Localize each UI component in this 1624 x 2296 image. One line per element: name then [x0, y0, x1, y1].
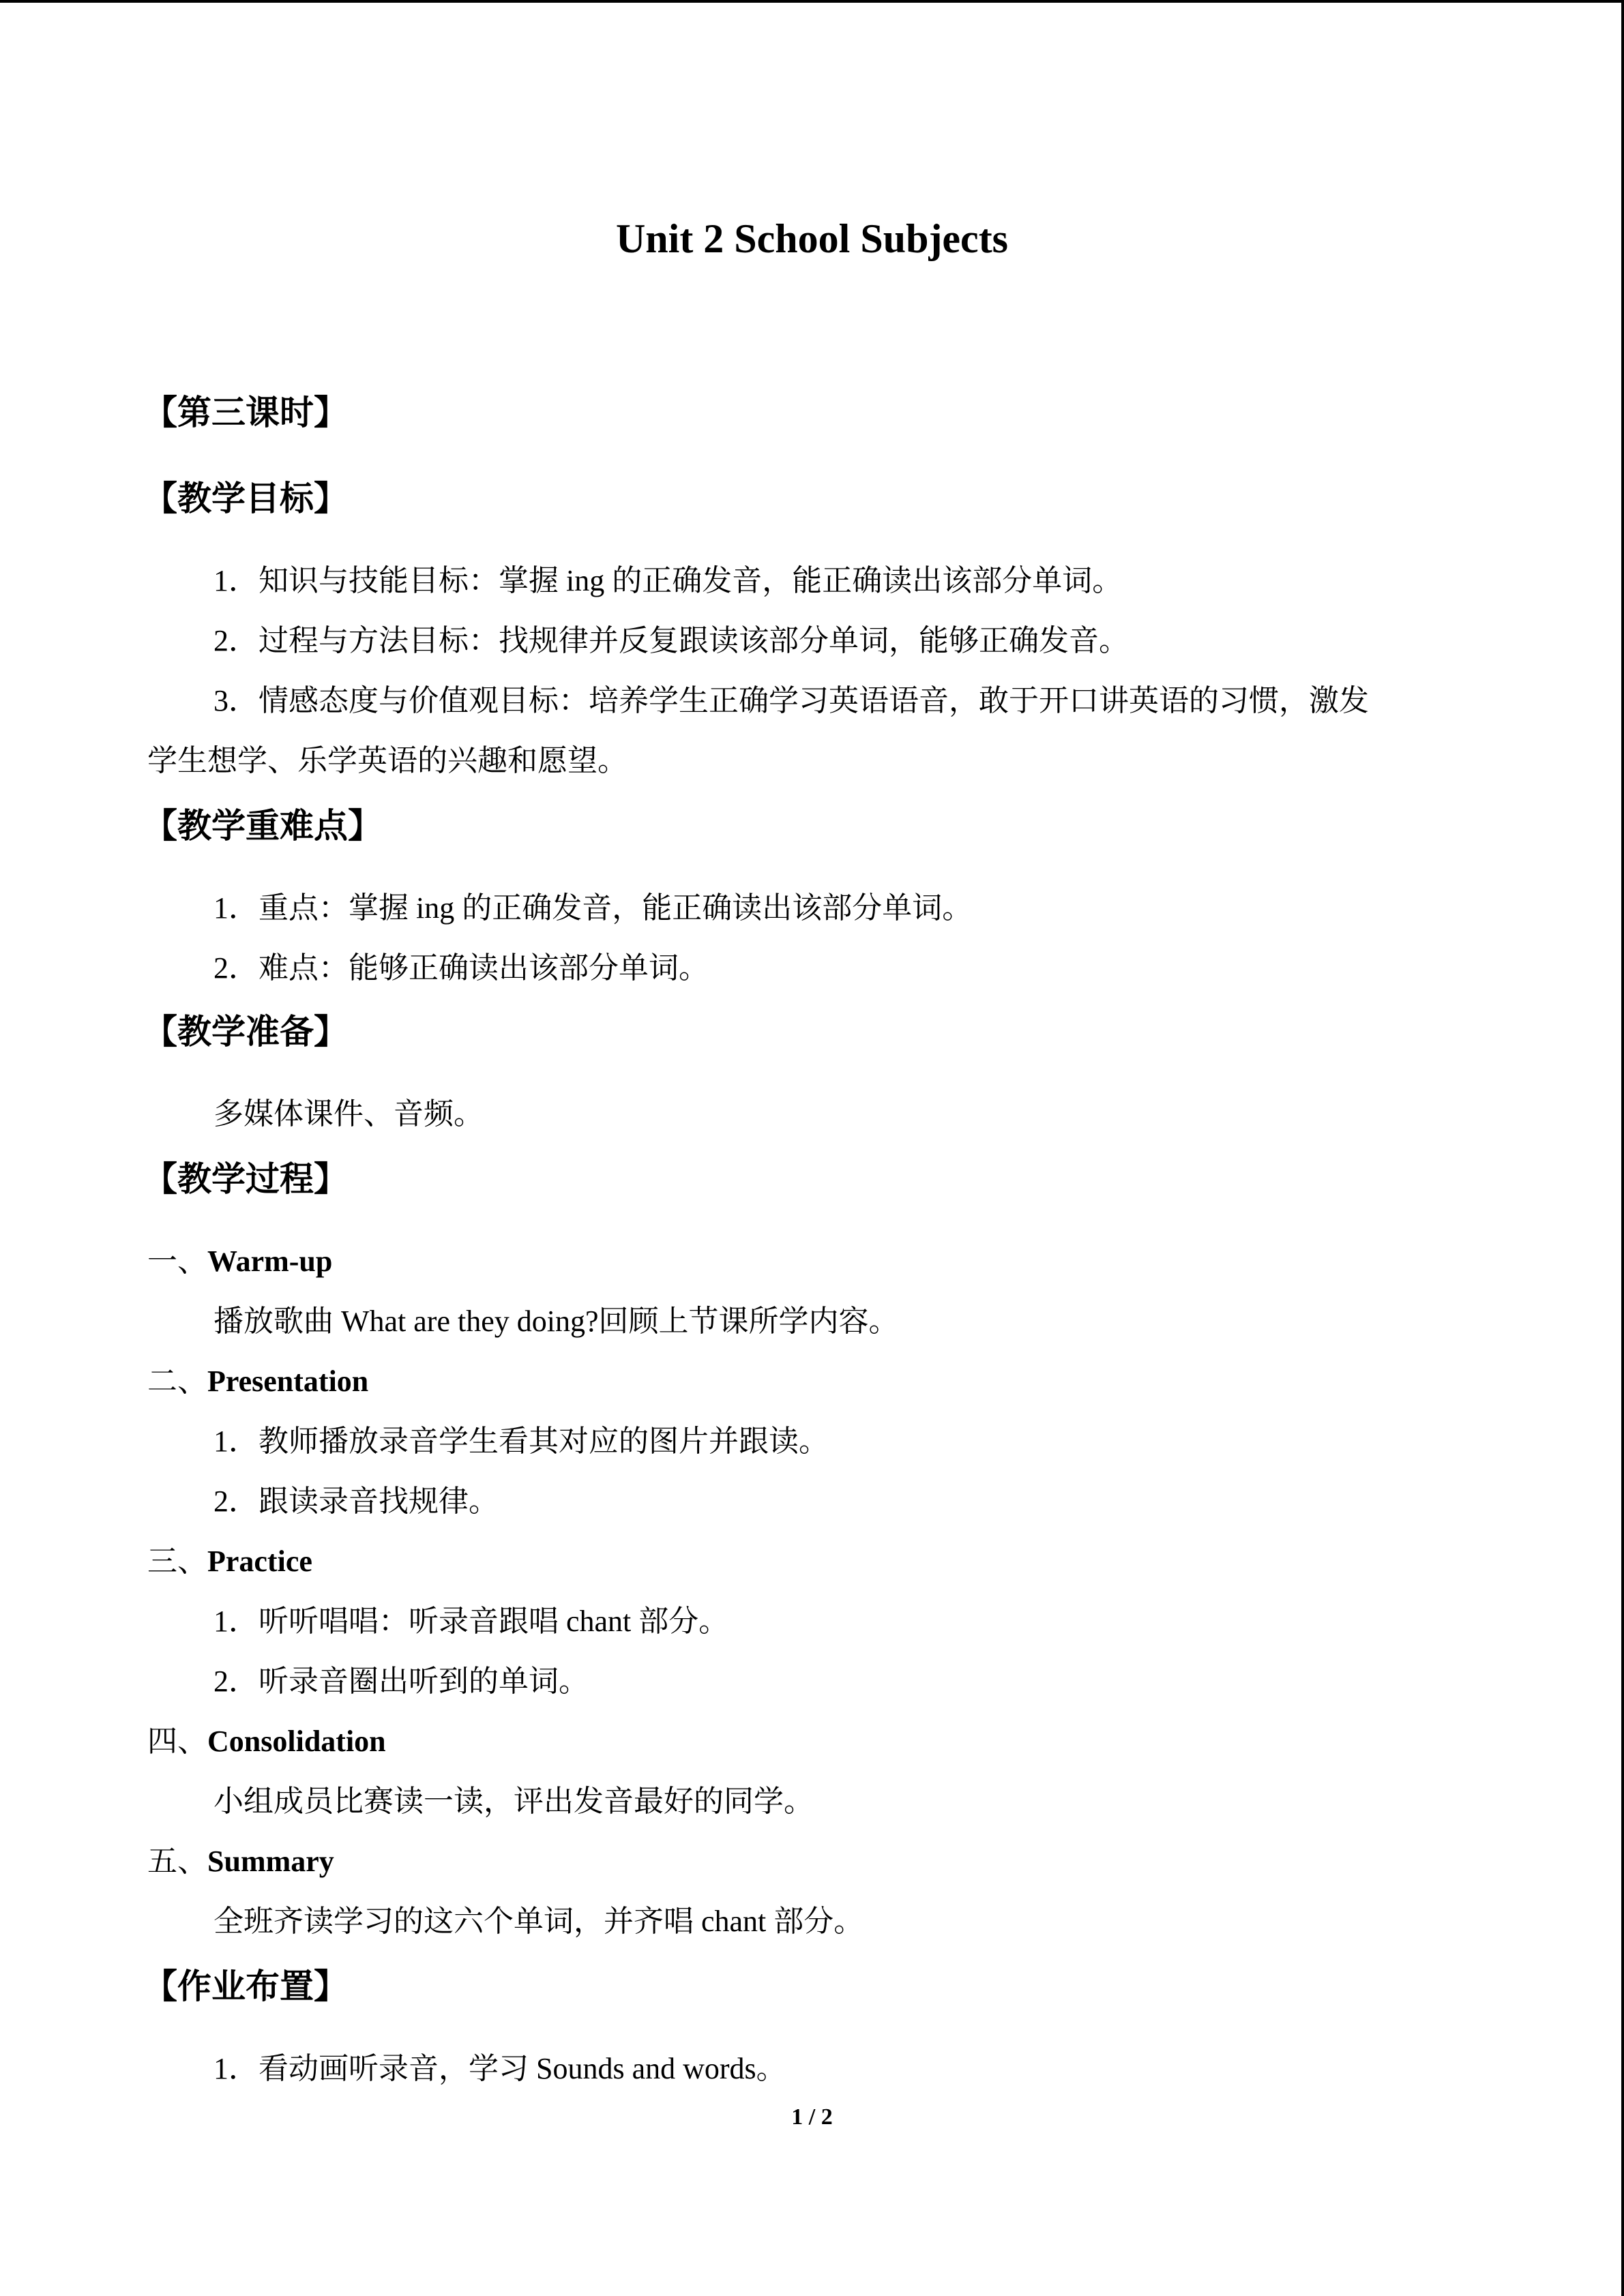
objective-item-3-continued: 学生想学、乐学英语的兴趣和愿望。 — [147, 744, 628, 777]
practice-line-2: 2．听录音圈出听到的单词。 — [213, 1665, 589, 1698]
objective-item-1: 1．知识与技能目标：掌握 ing 的正确发音，能正确读出该部分单词。 — [213, 564, 1123, 597]
key-point-item-2: 2．难点：能够正确读出该部分单词。 — [213, 951, 709, 985]
objective-item-3: 3．情感态度与价值观目标：培养学生正确学习英语语音，敢于开口讲英语的习惯，激发 — [213, 684, 1369, 717]
step-practice — [147, 1541, 312, 1582]
step-warm-up — [147, 1241, 332, 1282]
presentation-line-2: 2．跟读录音找规律。 — [213, 1485, 499, 1518]
page-border-top — [0, 0, 1624, 3]
heading-process: 【教学过程】 — [143, 1159, 348, 1199]
key-point-item-1: 1．重点：掌握 ing 的正确发音，能正确读出该部分单词。 — [213, 891, 973, 925]
step-number: 四、 — [147, 1724, 207, 1759]
heading-objectives: 【教学目标】 — [143, 479, 348, 518]
objective-item-2: 2．过程与方法目标：找规律并反复跟读该部分单词，能够正确发音。 — [213, 624, 1129, 657]
presentation-line-1: 1．教师播放录音学生看其对应的图片并跟读。 — [213, 1425, 829, 1458]
step-summary — [147, 1841, 334, 1882]
page-number: 1 / 2 — [791, 2104, 833, 2130]
step-name: Practice — [207, 1545, 312, 1578]
step-name: Summary — [207, 1845, 334, 1878]
heading-homework: 【作业布置】 — [143, 1967, 348, 2006]
practice-line-1: 1．听听唱唱：听录音跟唱 chant 部分。 — [213, 1605, 729, 1638]
page-border-right — [1621, 0, 1624, 2296]
step-presentation — [147, 1361, 368, 1402]
heading-key-points: 【教学重难点】 — [143, 806, 382, 846]
homework-item-1: 1．看动画听录音，学习 Sounds and words。 — [213, 2052, 786, 2085]
step-number: 三、 — [147, 1544, 207, 1579]
heading-preparation: 【教学准备】 — [143, 1012, 348, 1052]
step-name: Presentation — [207, 1365, 369, 1398]
summary-line-1: 全班齐读学习的这六个单词，并齐唱 chant 部分。 — [213, 1905, 864, 1938]
step-number: 五、 — [147, 1844, 207, 1879]
step-name: Warm-up — [207, 1244, 333, 1278]
step-consolidation — [147, 1721, 386, 1762]
heading-lesson: 【第三课时】 — [143, 393, 348, 432]
document-title: Unit 2 School Subjects — [615, 216, 1009, 261]
warm-up-line-1: 播放歌曲 What are they doing?回顾上节课所学内容。 — [213, 1304, 899, 1338]
preparation-text: 多媒体课件、音频。 — [213, 1097, 484, 1131]
step-name: Consolidation — [207, 1725, 386, 1758]
step-number: 一、 — [147, 1244, 207, 1279]
consolidation-line-1: 小组成员比赛读一读，评出发音最好的同学。 — [213, 1785, 814, 1818]
step-number: 二、 — [147, 1364, 207, 1399]
